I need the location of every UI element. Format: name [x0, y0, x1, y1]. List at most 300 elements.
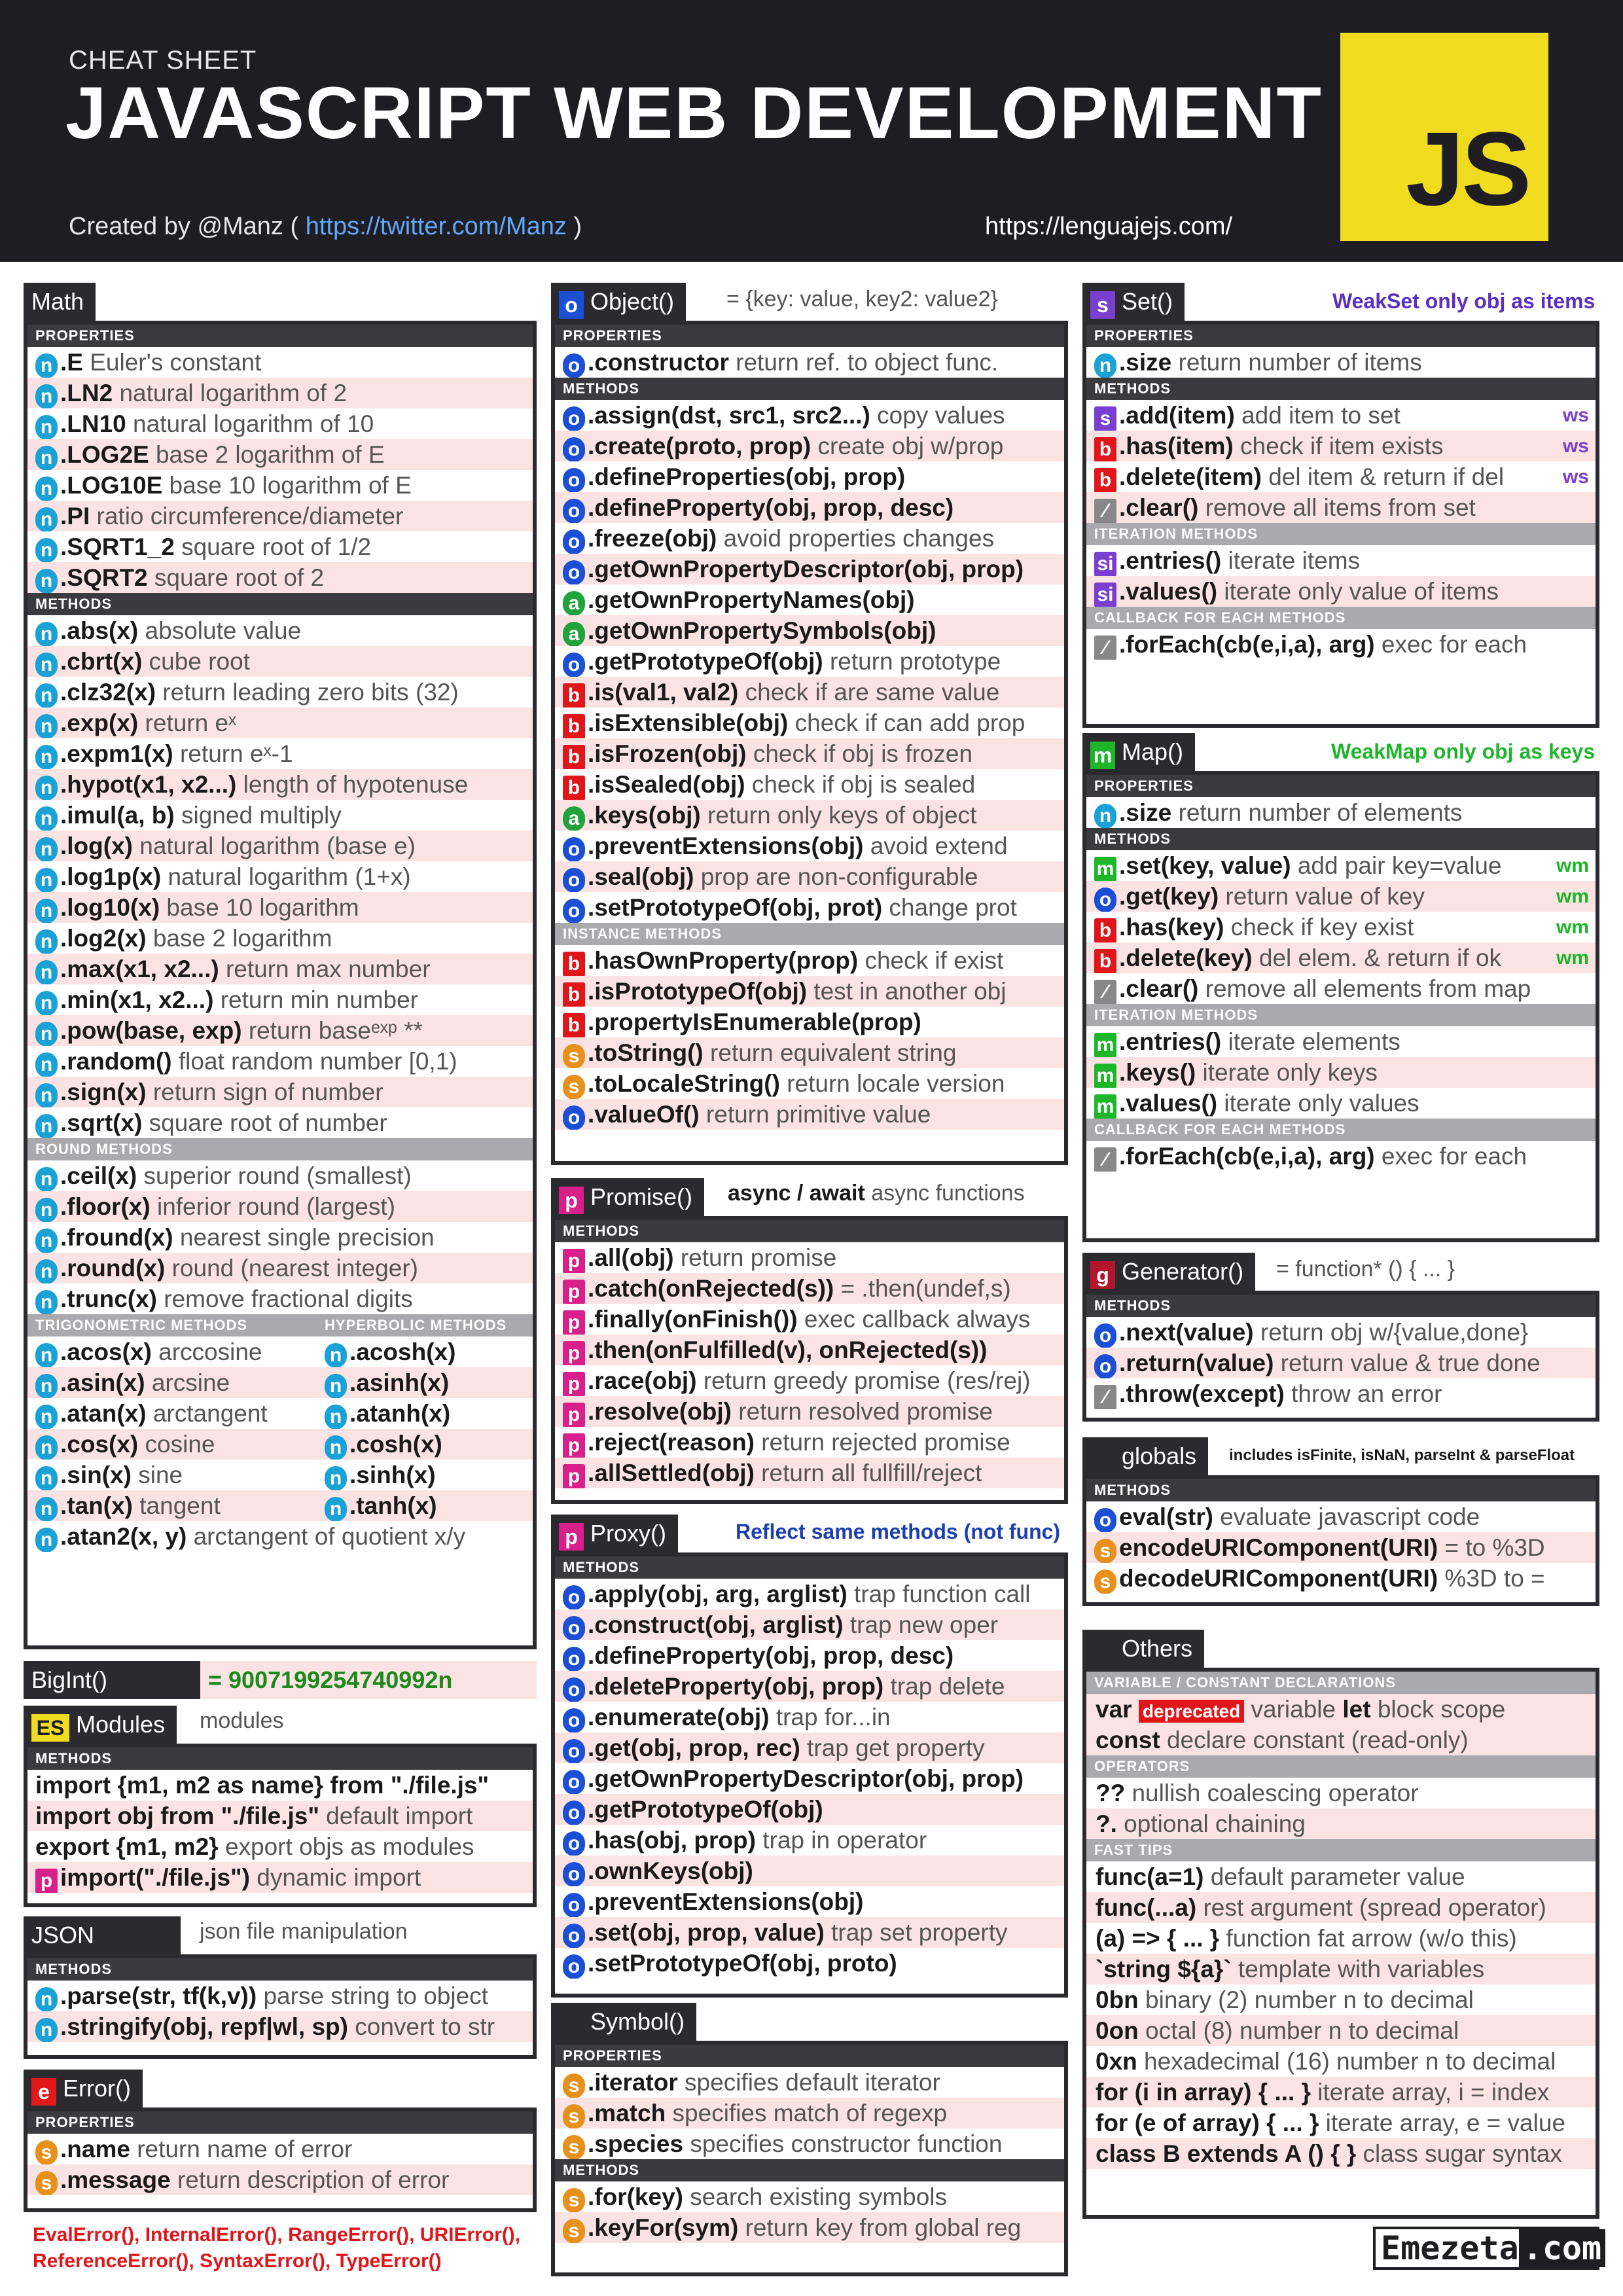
number-icon: n: [35, 2018, 58, 2042]
promise-title: [551, 1178, 704, 1216]
list-item: [1086, 1026, 1596, 1057]
list-item: [27, 861, 533, 892]
list-item: [27, 1160, 533, 1191]
let-keyword: let: [1342, 1696, 1371, 1723]
object-instance-header: INSTANCE METHODS: [555, 923, 1064, 945]
item-name: .LOG10E: [60, 472, 163, 499]
item-name: .freeze(obj): [588, 525, 717, 552]
map-methods-header: METHODS: [1086, 828, 1596, 850]
list-item: [555, 1856, 1064, 1886]
list-item: [555, 1304, 1064, 1335]
boolean-icon: b: [563, 683, 585, 708]
item-description: superior round (smallest): [137, 1162, 412, 1189]
list-item: [1086, 1141, 1596, 1172]
item-name: .iterator: [588, 2069, 678, 2096]
item-description: check if key exist: [1224, 914, 1414, 941]
list-item: [27, 646, 533, 677]
number-icon: n: [35, 1198, 58, 1222]
item-description: return locale version: [779, 1070, 1005, 1097]
error-section: [24, 2108, 537, 2212]
item-name: .getPrototypeOf(obj): [588, 1796, 823, 1823]
page-title: JAVASCRIPT WEB DEVELOPMENT: [65, 72, 1323, 154]
promise-icon: p: [35, 1869, 58, 1893]
item-name: .log1p(x): [60, 863, 162, 890]
number-icon: n: [325, 1466, 347, 1490]
list-item: [27, 1107, 533, 1138]
string-icon: s: [563, 1044, 585, 1068]
number-icon: n: [35, 1052, 58, 1077]
list-item: [27, 470, 533, 501]
number-icon: n: [35, 1435, 58, 1460]
item-name: .isPrototypeOf(obj): [588, 978, 808, 1005]
promise-subtitle-bold: async / await: [728, 1181, 865, 1206]
list-item: [555, 523, 1064, 554]
item-name: .PI: [60, 503, 90, 529]
item-name: .preventExtensions(obj): [588, 833, 864, 859]
map-callback-header: CALLBACK FOR EACH METHODS: [1086, 1119, 1596, 1141]
js-logo-text: JS: [1406, 110, 1529, 227]
function-icon: ⁄: [1094, 499, 1116, 523]
item-name: .toLocaleString(): [588, 1070, 780, 1097]
var-let-row: [1086, 1694, 1596, 1725]
item-name: .size: [1119, 799, 1172, 826]
boolean-icon: b: [563, 952, 585, 976]
item-name: .parse(str, tf(k,v)): [60, 1982, 257, 2009]
item-name: .LN10: [60, 410, 126, 437]
item-description: sine: [131, 1462, 183, 1488]
list-item: [555, 892, 1064, 923]
weak-tag: wm: [1556, 947, 1589, 969]
number-icon: n: [35, 1374, 58, 1398]
item-description: del elem. & return if ok: [1252, 944, 1502, 971]
item-description: base 2 logarithm of E: [149, 441, 385, 468]
set-title-icon: s: [1090, 291, 1115, 319]
item-name: import("./file.js"): [60, 1864, 250, 1891]
item-description: parse string to object: [257, 1982, 488, 2009]
item-name: .sqrt(x): [60, 1109, 143, 1136]
others-tips-list: [1086, 1861, 1596, 2169]
list-item: [27, 1460, 317, 1490]
item-name: .throw(except): [1119, 1380, 1285, 1407]
item-description: base 10 logarithm of E: [162, 472, 412, 499]
map-icon: m: [1094, 1033, 1116, 1057]
generator-methods-header: METHODS: [1086, 1295, 1596, 1317]
promise-icon: p: [563, 1464, 585, 1488]
object-icon: o: [563, 1647, 585, 1671]
set-callback-list: [1086, 629, 1596, 660]
set-callback-header: CALLBACK FOR EACH METHODS: [1086, 607, 1596, 629]
item-name: .get(key): [1119, 883, 1219, 910]
item-description: return promise: [673, 1244, 837, 1271]
item-description: convert to str: [348, 2013, 495, 2040]
object-icon: o: [563, 868, 585, 892]
list-item: [27, 831, 533, 861]
list-item: [555, 1763, 1064, 1794]
proxy-title-text: Proxy(): [590, 1520, 666, 1547]
item-description: check if obj is frozen: [746, 740, 973, 767]
list-item: [555, 2098, 1064, 2128]
item-description: check if obj is sealed: [745, 771, 976, 798]
list-item: [555, 615, 1064, 646]
symbol-title-text: Symbol(): [590, 2008, 685, 2035]
item-description: absolute value: [138, 617, 302, 644]
item-name: .has(obj, prop): [588, 1827, 756, 1854]
item-name: .next(value): [1119, 1319, 1254, 1346]
item-description: return eˣ-1: [173, 740, 293, 767]
list-item: [555, 431, 1064, 461]
json-subtitle: json file manipulation: [200, 1919, 408, 1944]
item-name: export {m1, m2}: [35, 1833, 219, 1860]
string-icon: s: [563, 2188, 585, 2212]
const-row: [1086, 1725, 1596, 1755]
json-section: [24, 1954, 537, 2059]
bigint-title-text: BigInt(): [31, 1666, 108, 1693]
list-item: [1086, 1532, 1596, 1563]
item-description: return baseᵉˣᵖ **: [241, 1017, 423, 1044]
item-name: .setPrototypeOf(obj, proto): [588, 1950, 897, 1977]
boolean-icon: b: [1094, 468, 1116, 492]
list-item: [27, 892, 533, 923]
number-icon: n: [35, 1290, 58, 1314]
error-title-text: Error(): [63, 2075, 131, 2102]
item-name: .expm1(x): [60, 740, 173, 767]
item-name: .race(obj): [588, 1367, 697, 1394]
number-icon: n: [35, 476, 58, 501]
boolean-icon: b: [563, 1013, 585, 1037]
item-name: .reject(reason): [588, 1429, 755, 1456]
item-description: return leading zero bits (32): [156, 679, 459, 706]
function-icon: ⁄: [1094, 980, 1116, 1004]
list-item: [555, 1427, 1064, 1458]
list-item: [27, 1398, 317, 1429]
item-name: .delete(item): [1119, 463, 1262, 490]
item-description: arccosine: [151, 1338, 262, 1365]
promise-subtitle-text: async functions: [865, 1181, 1025, 1206]
item-description: signed multiply: [174, 802, 342, 829]
list-item: [27, 2134, 533, 2164]
item-description: trap set property: [824, 1919, 1008, 1946]
number-icon: n: [35, 1022, 58, 1046]
others-operators-list: [1086, 1778, 1596, 1839]
set-iterator-icon: si: [1094, 583, 1116, 607]
twitter-link[interactable]: https://twitter.com/Manz: [305, 213, 567, 240]
number-icon: n: [35, 1167, 58, 1191]
list-item: [555, 2067, 1064, 2098]
promise-icon: p: [563, 1310, 585, 1335]
item-name: .floor(x): [60, 1193, 151, 1220]
list-item: [1086, 1808, 1596, 1839]
item-description: return primitive value: [699, 1101, 931, 1128]
site-link[interactable]: https://lenguajejs.com/: [985, 213, 1233, 240]
list-item: [1086, 1984, 1596, 2015]
set-iteration-list: [1086, 545, 1596, 607]
object-icon: o: [563, 653, 585, 677]
object-methods-list: [555, 400, 1064, 923]
item-description: = to %3D: [1438, 1534, 1545, 1561]
object-title-icon: o: [559, 291, 584, 319]
item-description: ratio circumference/diameter: [90, 503, 404, 529]
item-description: function fat arrow (w/o this): [1219, 1925, 1517, 1952]
generator-title: [1082, 1253, 1255, 1291]
object-icon: o: [563, 1770, 585, 1794]
item-name: .trunc(x): [60, 1285, 157, 1312]
list-item: [555, 1458, 1064, 1488]
object-instance-list: [555, 945, 1064, 1130]
list-item: [555, 1671, 1064, 1702]
number-icon: n: [1094, 804, 1116, 828]
string-icon: s: [563, 2135, 585, 2159]
item-name: .stringify(obj, repf|wl, sp): [60, 2013, 348, 2040]
list-item: [555, 708, 1064, 738]
object-icon: o: [563, 1105, 585, 1130]
list-item: [27, 1283, 533, 1314]
list-item: [1086, 1378, 1596, 1409]
list-item: [27, 408, 533, 439]
list-item: [1086, 2138, 1596, 2169]
item-name: .size: [1119, 349, 1172, 376]
item-description: test in another obj: [807, 978, 1007, 1005]
math-title: [24, 283, 96, 321]
item-syntax: 0bn: [1096, 1986, 1139, 2013]
modules-subtitle: modules: [200, 1708, 284, 1733]
item-name: .abs(x): [60, 617, 139, 644]
symbol-methods-list: [555, 2181, 1064, 2243]
item-description: iterate items: [1221, 547, 1361, 574]
item-description: return greedy promise (res/rej): [696, 1367, 1031, 1394]
item-name: .message: [60, 2166, 171, 2193]
math-hyper-header: HYPERBOLIC METHODS: [317, 1314, 533, 1336]
item-description: return prototype: [823, 648, 1001, 675]
list-item: [555, 677, 1064, 708]
number-icon: n: [35, 960, 58, 984]
item-description: add pair key=value: [1291, 852, 1502, 879]
item-description: return equivalent string: [703, 1039, 957, 1066]
item-description: trap for...in: [769, 1704, 891, 1731]
item-name: .sin(x): [60, 1462, 132, 1488]
object-properties-header: PROPERTIES: [555, 325, 1064, 347]
set-properties-list: [1086, 347, 1596, 378]
modules-title: [24, 1706, 177, 1744]
others-title-text: Others: [1122, 1635, 1193, 1662]
item-name: .hypot(x1, x2...): [60, 771, 237, 798]
number-icon: n: [35, 653, 58, 677]
math-round-list: [27, 1160, 533, 1314]
list-item: [555, 400, 1064, 431]
map-callback-list: [1086, 1141, 1596, 1172]
list-item: [555, 1273, 1064, 1304]
object-icon: o: [563, 406, 585, 431]
item-description: trap new oper: [843, 1611, 999, 1638]
item-name: .E: [60, 349, 83, 376]
item-name: .sinh(x): [349, 1462, 436, 1488]
math-atan2-row: [27, 1521, 533, 1552]
map-iteration-header: ITERATION METHODS: [1086, 1004, 1596, 1026]
number-icon: n: [35, 837, 58, 861]
item-description: base 10 logarithm: [160, 894, 359, 921]
json-methods-header: METHODS: [27, 1958, 533, 1981]
object-icon: o: [1094, 888, 1116, 912]
promise-icon: p: [563, 1433, 585, 1458]
number-icon: n: [35, 1497, 58, 1521]
list-item: [27, 615, 533, 646]
item-name: .LN2: [60, 380, 113, 406]
generator-subtitle: = function* () { ... }: [1276, 1257, 1455, 1282]
list-item: [1086, 1348, 1596, 1378]
item-description: return rejected promise: [755, 1429, 1010, 1456]
number-icon: n: [35, 622, 58, 646]
object-icon: o: [1094, 1508, 1116, 1532]
item-description: class sugar syntax: [1356, 2140, 1562, 2167]
list-item: [1086, 347, 1596, 378]
object-icon: o: [563, 499, 585, 523]
item-description: remove all items from set: [1198, 494, 1476, 521]
map-properties-header: PROPERTIES: [1086, 775, 1596, 797]
item-description: square root of 1/2: [174, 533, 372, 560]
symbol-title: [551, 2003, 696, 2041]
item-name: .min(x1, x2...): [60, 986, 214, 1013]
list-item: [27, 562, 533, 593]
string-icon: s: [563, 2073, 585, 2098]
list-item: [555, 492, 1064, 523]
created-by: [69, 213, 582, 241]
list-item: [555, 2181, 1064, 2212]
map-properties-list: [1086, 797, 1596, 828]
list-item: [1086, 576, 1596, 607]
math-methods-list: [27, 615, 533, 1138]
item-description: create obj w/prop: [811, 433, 1004, 459]
list-item: [1086, 461, 1596, 492]
list-item: [555, 1335, 1064, 1365]
weak-tag: wm: [1556, 886, 1589, 907]
symbol-section: [551, 2041, 1068, 2276]
number-icon: n: [35, 929, 58, 954]
item-description: return ref. to object func.: [728, 349, 999, 376]
list-item: [1086, 912, 1596, 942]
item-name: .getOwnPropertyDescriptor(obj, prop): [588, 1765, 1024, 1792]
list-item: [27, 2011, 533, 2042]
list-item: [1086, 973, 1596, 1004]
array-icon: a: [563, 622, 585, 646]
object-section: [551, 321, 1068, 1165]
list-item: [27, 954, 533, 984]
item-name: encodeURIComponent(URI): [1119, 1534, 1438, 1561]
item-name: .setPrototypeOf(obj, prot): [588, 894, 883, 921]
item-name: .pow(base, exp): [60, 1017, 242, 1044]
set-methods-list: [1086, 400, 1596, 523]
list-item: [27, 1862, 533, 1893]
set-iterator-icon: si: [1094, 552, 1116, 576]
item-name: eval(str): [1119, 1503, 1213, 1530]
object-icon: o: [563, 837, 585, 861]
promise-icon: p: [563, 1249, 585, 1273]
promise-section: [551, 1216, 1068, 1504]
object-title-text: Object(): [590, 288, 675, 315]
weak-tag: ws: [1562, 466, 1589, 488]
list-item: [555, 1007, 1064, 1037]
list-item: [555, 584, 1064, 615]
number-icon: n: [35, 683, 58, 708]
item-description: change prot: [882, 894, 1017, 921]
list-item: [27, 1429, 317, 1460]
number-icon: n: [35, 745, 58, 769]
math-properties-list: [27, 347, 533, 593]
list-item: [1086, 400, 1596, 431]
item-description: specifies constructor function: [683, 2130, 1003, 2157]
list-item: [555, 1068, 1064, 1099]
generator-section: [1082, 1291, 1599, 1422]
list-item: [555, 1099, 1064, 1130]
item-description: throw an error: [1284, 1380, 1442, 1407]
item-name: .sign(x): [60, 1079, 147, 1105]
item-name: .getOwnPropertyDescriptor(obj, prop): [588, 556, 1024, 583]
item-description: return number of items: [1171, 349, 1422, 376]
item-description: arctangent: [146, 1400, 268, 1427]
promise-title-icon: p: [559, 1187, 584, 1214]
item-name: .isExtensible(obj): [588, 709, 789, 736]
list-item: [1086, 1954, 1596, 1984]
map-icon: m: [1094, 1064, 1116, 1088]
item-name: .hasOwnProperty(prop): [588, 947, 859, 974]
number-icon: n: [35, 1259, 58, 1283]
list-item: [27, 1222, 533, 1253]
item-description: nullish coalescing operator: [1125, 1780, 1419, 1806]
item-description: specifies match of regexp: [666, 2100, 948, 2126]
item-name: .imul(a, b): [60, 802, 175, 829]
object-icon: o: [1094, 1323, 1116, 1348]
list-item: [27, 1831, 533, 1862]
item-name: .tanh(x): [349, 1492, 437, 1519]
number-icon: n: [35, 806, 58, 831]
object-icon: o: [563, 468, 585, 492]
item-description: hexadecimal (16) number n to decimal: [1137, 2048, 1556, 2075]
item-description: nearest single precision: [173, 1224, 435, 1251]
item-name: .getOwnPropertySymbols(obj): [588, 617, 936, 644]
item-name: .species: [588, 2130, 684, 2157]
item-name: .getOwnPropertyNames(obj): [588, 586, 915, 613]
item-description: float random number [0,1): [171, 1048, 457, 1075]
boolean-icon: b: [563, 982, 585, 1007]
number-icon: n: [35, 714, 58, 738]
promise-title-text: Promise(): [590, 1183, 693, 1210]
list-item: [1086, 1501, 1596, 1532]
list-item: [1086, 431, 1596, 461]
item-description: check if can add prop: [788, 709, 1026, 736]
item-name: .is(val1, val2): [588, 679, 739, 706]
item-description: check if are same value: [738, 679, 1000, 706]
string-icon: s: [35, 2171, 58, 2195]
list-item: [1086, 2077, 1596, 2108]
map-title-icon: m: [1090, 742, 1115, 769]
list-item: [555, 800, 1064, 831]
list-item: [27, 1336, 317, 1367]
item-description: cube root: [142, 648, 250, 675]
item-description: arctangent of quotient x/y: [187, 1523, 466, 1550]
item-name: .forEach(cb(e,i,a), arg): [1119, 1143, 1375, 1170]
list-item: [1086, 2015, 1596, 2046]
math-trig-header: TRIGONOMETRIC METHODS: [27, 1314, 317, 1336]
emezeta-text: Emezeta: [1381, 2229, 1519, 2267]
item-description: return resolved promise: [732, 1398, 993, 1425]
item-description: remove all elements from map: [1198, 975, 1531, 1002]
array-icon: a: [563, 806, 585, 831]
item-name: .get(obj, prop, rec): [588, 1734, 800, 1761]
item-name: .match: [588, 2100, 666, 2126]
list-item: [27, 347, 533, 378]
list-item: [27, 1490, 317, 1521]
list-item: [27, 800, 533, 831]
item-description: square root of number: [142, 1109, 387, 1136]
list-item: [27, 677, 533, 708]
